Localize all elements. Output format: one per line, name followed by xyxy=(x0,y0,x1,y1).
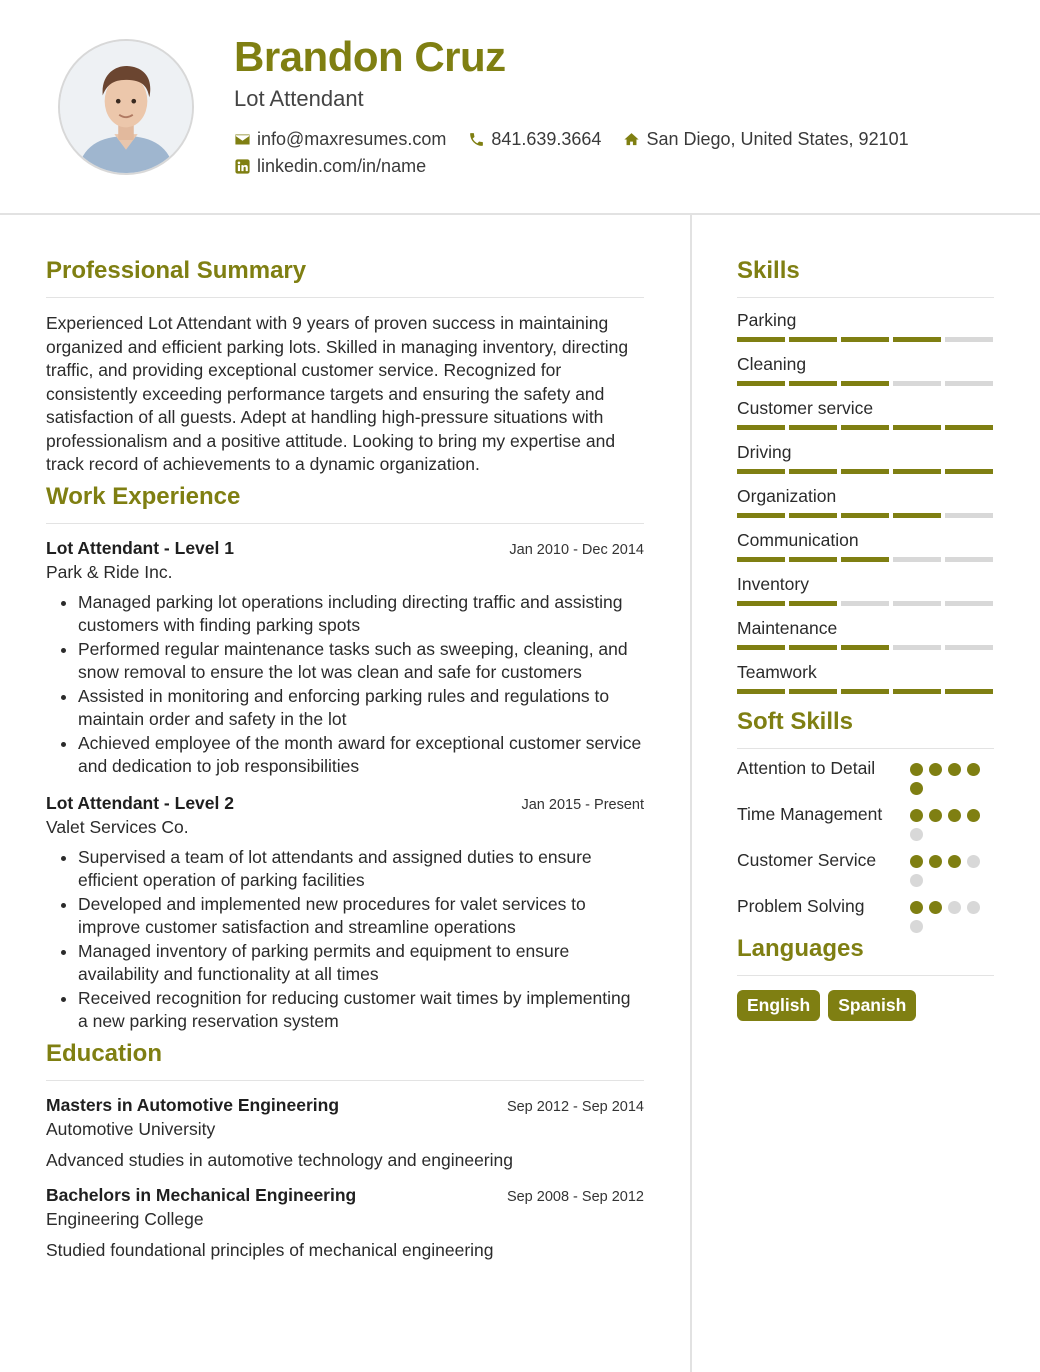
skill-level-segment xyxy=(737,425,785,430)
sidebar-column xyxy=(737,255,994,1021)
skill-level-bar xyxy=(737,601,994,606)
job-bullets xyxy=(46,846,644,1034)
rating-dot xyxy=(948,855,961,868)
education-entry xyxy=(46,1185,644,1261)
skill-level-bar xyxy=(737,513,994,518)
skill-level-bar xyxy=(737,645,994,650)
home-icon xyxy=(623,131,640,148)
column-divider xyxy=(690,215,692,1372)
rating-dot xyxy=(948,901,961,914)
rating-dot xyxy=(967,809,980,822)
soft-skill-item xyxy=(737,803,994,841)
resume-header xyxy=(0,0,1040,215)
education-heading: Education xyxy=(46,1038,644,1081)
skill-level-bar xyxy=(737,337,994,342)
soft-skill-name: Problem Solving xyxy=(737,896,865,916)
skill-level-segment xyxy=(841,425,889,430)
skill-name: Maintenance xyxy=(737,618,838,638)
contact-row-secondary xyxy=(234,156,448,177)
skill-level-segment xyxy=(737,513,785,518)
skill-level-segment xyxy=(893,689,941,694)
language-tag: Spanish xyxy=(828,990,916,1021)
job-bullet: • Supervised a team of lot attendants and assigned duties to ensure efficient operation of parking facilities xyxy=(78,846,644,893)
skill-level-segment xyxy=(789,425,837,430)
rating-dot xyxy=(967,855,980,868)
skill-level-segment xyxy=(945,337,993,342)
skill-item xyxy=(737,486,994,518)
skill-level-segment xyxy=(945,469,993,474)
contact-location xyxy=(623,129,908,150)
job-bullet: • Assisted in monitoring and enforcing parking rules and regulations to maintain order and safety in the lot xyxy=(78,685,644,732)
skill-level-segment xyxy=(841,601,889,606)
skill-level-segment xyxy=(841,381,889,386)
skill-level-segment xyxy=(789,645,837,650)
skill-item xyxy=(737,442,994,474)
skill-level-segment xyxy=(789,337,837,342)
degree-title: Masters in Automotive Engineering xyxy=(46,1094,340,1115)
education-header xyxy=(46,1185,644,1206)
skill-item xyxy=(737,398,994,430)
job-bullet: • Performed regular maintenance tasks such as sweeping, cleaning, and snow removal to ensure the lot was clean and safe for customers xyxy=(78,638,644,685)
skill-level-segment xyxy=(945,645,993,650)
skill-level-segment xyxy=(893,513,941,518)
contact-row-primary xyxy=(234,129,931,150)
job-company: Park & Ride Inc. xyxy=(46,561,173,582)
job-bullets xyxy=(46,591,644,779)
rating-dot xyxy=(910,828,923,841)
education-dates: Sep 2012 - Sep 2014 xyxy=(506,1098,644,1115)
skill-level-segment xyxy=(945,601,993,606)
skill-level-segment xyxy=(737,381,785,386)
skill-level-segment xyxy=(945,557,993,562)
rating-dot xyxy=(910,763,923,776)
rating-dot xyxy=(929,809,942,822)
job-bullet: • Managed inventory of parking permits and equipment to ensure availability and functionality at all times xyxy=(78,940,644,987)
main-column xyxy=(46,255,644,1261)
job-bullet: • Developed and implemented new procedures for valet services to improve customer satisfaction and streamline operations xyxy=(78,893,644,940)
skill-item xyxy=(737,310,994,342)
skill-level-segment xyxy=(945,425,993,430)
job-title: Lot Attendant - Level 2 xyxy=(46,792,234,813)
skill-name: Communication xyxy=(737,530,859,550)
skill-level-segment xyxy=(737,601,785,606)
skill-item xyxy=(737,618,994,650)
job-bullet: • Managed parking lot operations including directing traffic and assisting customers with finding parking spots xyxy=(78,591,644,638)
rating-dot xyxy=(929,901,942,914)
job-dates: Jan 2010 - Dec 2014 xyxy=(509,541,644,558)
skill-level-segment xyxy=(841,337,889,342)
skill-level-segment xyxy=(841,557,889,562)
envelope-icon xyxy=(234,131,251,148)
rating-dot xyxy=(910,874,923,887)
education-entry xyxy=(46,1095,644,1171)
skill-level-segment xyxy=(789,469,837,474)
skill-name: Teamwork xyxy=(737,662,817,682)
rating-dot xyxy=(910,901,923,914)
skill-level-segment xyxy=(737,689,785,694)
location-text: San Diego, United States, 92101 xyxy=(646,129,909,149)
skill-level-segment xyxy=(789,689,837,694)
skill-level-segment xyxy=(893,337,941,342)
skill-level-segment xyxy=(841,469,889,474)
summary-text: Experienced Lot Attendant with 9 years of proven success in maintaining organized and efficient parking lots. Skilled in managing inventory, directing traffic, and providing exceptional customer service. Recognized for consistently exceeding performance targets and ensuring the safety and satisfaction of all guests. Adept at handling high-pressure situations with professionalism and a positive attitude. Looking to bring my expertise and track record of achievements to a dynamic organization. xyxy=(46,313,629,474)
skill-level-bar xyxy=(737,689,994,694)
candidate-title: Lot Attendant xyxy=(234,86,364,111)
education-description: Studied foundational principles of mechanical engineering xyxy=(46,1239,494,1260)
rating-dot xyxy=(948,809,961,822)
soft-skill-item xyxy=(737,849,994,887)
skill-name: Cleaning xyxy=(737,354,807,374)
job-entry xyxy=(46,793,644,1034)
skill-level-segment xyxy=(737,557,785,562)
job-header xyxy=(46,793,644,814)
language-tag: English xyxy=(737,990,820,1021)
skill-level-segment xyxy=(841,689,889,694)
skill-level-segment xyxy=(789,513,837,518)
skill-level-segment xyxy=(893,425,941,430)
skill-level-segment xyxy=(893,601,941,606)
skill-level-bar xyxy=(737,557,994,562)
soft-skill-item xyxy=(737,895,994,933)
skill-level-segment xyxy=(789,557,837,562)
linkedin-icon xyxy=(234,158,251,175)
job-bullet: • Received recognition for reducing customer wait times by implementing a new parking reservation system xyxy=(78,987,644,1034)
soft-skill-item xyxy=(737,757,994,795)
rating-dot xyxy=(967,901,980,914)
contact-linkedin[interactable] xyxy=(234,156,426,177)
skill-level-bar xyxy=(737,425,994,430)
education-dates: Sep 2008 - Sep 2012 xyxy=(506,1188,644,1205)
linkedin-text: linkedin.com/in/name xyxy=(257,156,427,176)
soft-skill-rating xyxy=(910,849,994,887)
skill-level-bar xyxy=(737,469,994,474)
rating-dot xyxy=(948,763,961,776)
rating-dot xyxy=(910,782,923,795)
contact-email[interactable] xyxy=(234,129,446,150)
phone-icon xyxy=(468,131,485,148)
languages-list xyxy=(737,990,994,1021)
soft-skills-heading: Soft Skills xyxy=(737,706,994,749)
summary-heading: Professional Summary xyxy=(46,255,644,298)
school-name: Automotive University xyxy=(46,1118,216,1139)
skill-level-segment xyxy=(737,469,785,474)
phone-text: 841.639.3664 xyxy=(491,129,602,149)
skill-level-segment xyxy=(945,513,993,518)
skill-level-segment xyxy=(841,645,889,650)
skill-name: Inventory xyxy=(737,574,809,594)
education-description: Advanced studies in automotive technology and engineering xyxy=(46,1149,513,1170)
soft-skill-name: Customer Service xyxy=(737,850,877,870)
skill-level-segment xyxy=(945,381,993,386)
rating-dot xyxy=(910,920,923,933)
job-title: Lot Attendant - Level 1 xyxy=(46,537,234,558)
job-bullet: • Achieved employee of the month award for exceptional customer service and dedication to job responsibilities xyxy=(78,732,644,779)
job-dates: Jan 2015 - Present xyxy=(521,796,644,813)
skill-level-segment xyxy=(737,645,785,650)
skill-level-segment xyxy=(945,689,993,694)
skill-level-segment xyxy=(893,381,941,386)
rating-dot xyxy=(967,763,980,776)
soft-skill-name: Time Management xyxy=(737,804,883,824)
soft-skill-rating xyxy=(910,895,994,933)
rating-dot xyxy=(910,809,923,822)
contact-phone[interactable] xyxy=(468,129,601,150)
soft-skill-rating xyxy=(910,803,994,841)
job-header xyxy=(46,538,644,559)
education-header xyxy=(46,1095,644,1116)
skill-item xyxy=(737,662,994,694)
soft-skills-list xyxy=(737,757,994,933)
skill-name: Parking xyxy=(737,310,797,330)
skill-level-segment xyxy=(893,469,941,474)
skill-level-segment xyxy=(789,381,837,386)
skill-level-segment xyxy=(789,601,837,606)
skills-list xyxy=(737,310,994,694)
rating-dot xyxy=(929,855,942,868)
skill-level-segment xyxy=(841,513,889,518)
skill-name: Driving xyxy=(737,442,792,462)
rating-dot xyxy=(910,855,923,868)
email-text: info@maxresumes.com xyxy=(257,129,447,149)
skills-heading: Skills xyxy=(737,255,994,298)
skill-item xyxy=(737,354,994,386)
skill-name: Customer service xyxy=(737,398,874,418)
avatar-illustration xyxy=(60,41,192,173)
skill-level-bar xyxy=(737,381,994,386)
languages-heading: Languages xyxy=(737,933,994,976)
job-entry xyxy=(46,538,644,779)
experience-heading: Work Experience xyxy=(46,481,644,524)
skill-level-segment xyxy=(737,337,785,342)
soft-skill-rating xyxy=(910,757,994,795)
profile-photo xyxy=(58,39,194,175)
skill-name: Organization xyxy=(737,486,837,506)
skill-item xyxy=(737,530,994,562)
degree-title: Bachelors in Mechanical Engineering xyxy=(46,1184,357,1205)
rating-dot xyxy=(929,763,942,776)
skill-item xyxy=(737,574,994,606)
school-name: Engineering College xyxy=(46,1208,204,1229)
soft-skill-name: Attention to Detail xyxy=(737,758,876,778)
skill-level-segment xyxy=(893,645,941,650)
candidate-name: Brandon Cruz xyxy=(234,33,506,80)
job-company: Valet Services Co. xyxy=(46,816,189,837)
skill-level-segment xyxy=(893,557,941,562)
